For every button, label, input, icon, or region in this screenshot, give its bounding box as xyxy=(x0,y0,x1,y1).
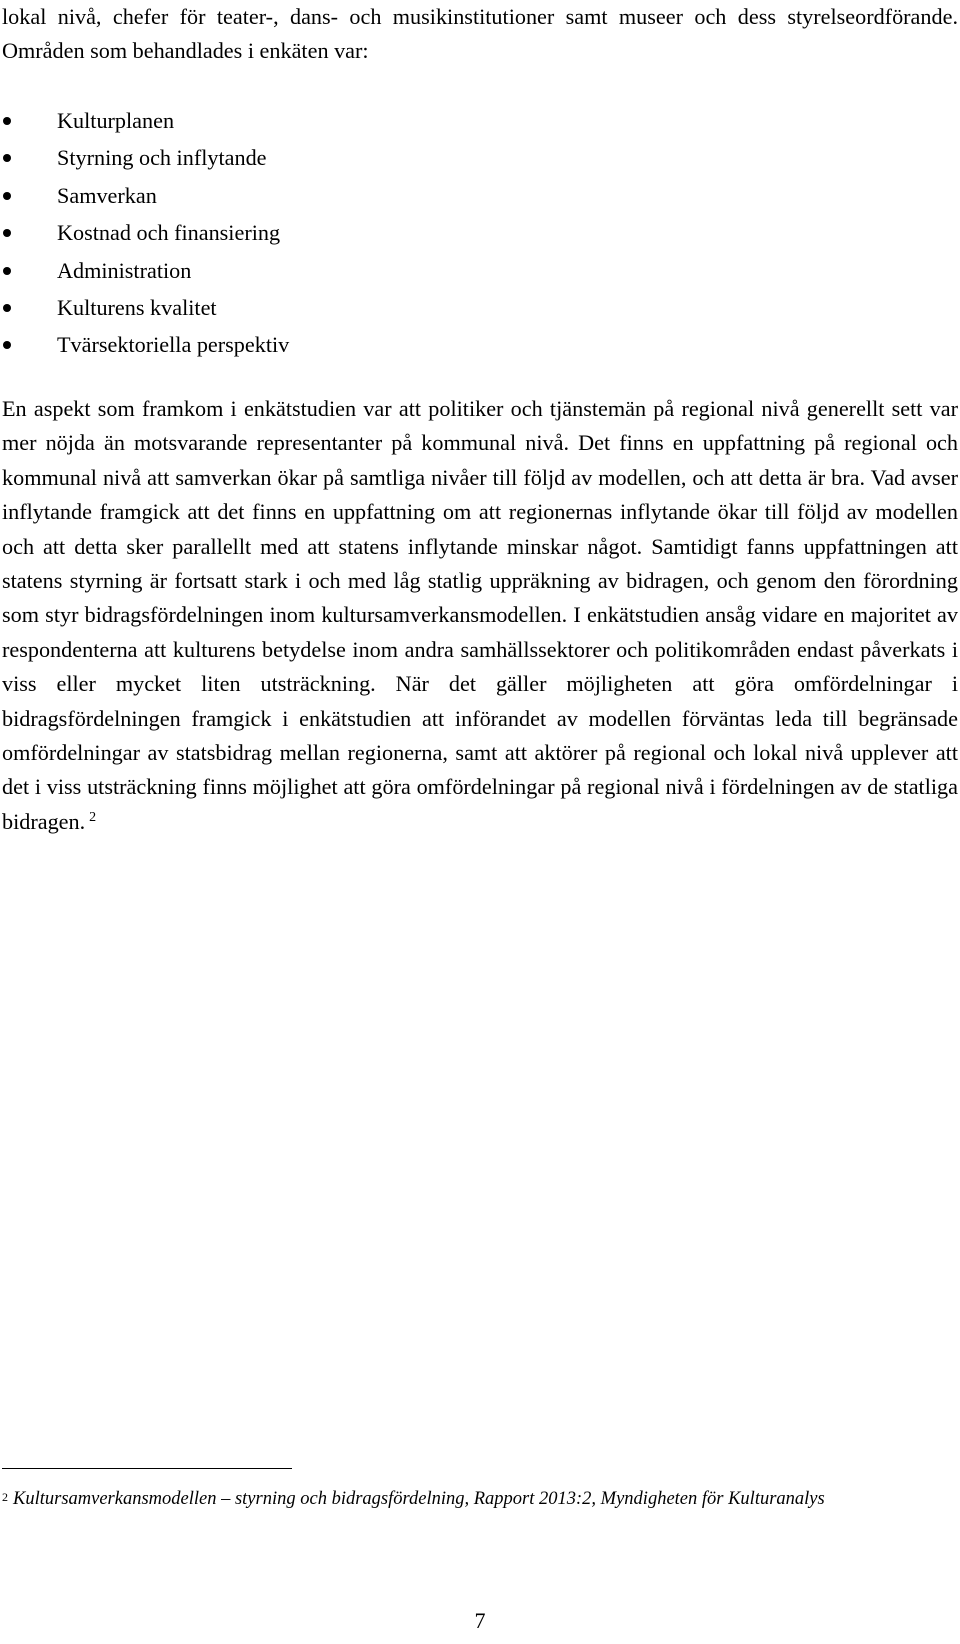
body-paragraph xyxy=(2,392,958,839)
intro-paragraph: lokal nivå, chefer för teater-, dans- och musikinstitutioner samt museer och dess styrelseordförande. Områden som behandlades i enkäten var: xyxy=(2,4,958,64)
list-item: Samverkan xyxy=(0,177,289,214)
topic-list xyxy=(0,102,289,364)
bullet-icon xyxy=(3,154,11,162)
bullet-icon xyxy=(3,229,11,237)
list-item: Styrning och inflytande xyxy=(0,139,289,176)
bullet-icon xyxy=(3,304,11,312)
list-item: Kostnad och finansiering xyxy=(0,214,289,251)
page-number: 7 xyxy=(474,1608,486,1633)
list-item: Administration xyxy=(0,252,289,289)
paragraph-text: En aspekt som framkom i enkätstudien var att politiker och tjänstemän på regional nivå generellt sett var mer nöjda än motsvarande representanter på kommunal nivå. Det finns en uppfattning på regional och kommunal nivå att samverkan ökar på samtliga nivåer till följd av modellen, och att detta är bra. Vad avser inflytande framgick att det finns en uppfattning om att regionernas inflytande ökar till följd av modellen och att detta sker parallellt med att statens inflytande minskar något. Samtidigt fanns uppfattningen att statens styrning är fortsatt stark i och med låg statlig uppräkning av bidragen, och genom den förordning som styr bidragsfördelningen inom kultursamverkansmodellen. I enkätstudien ansåg vidare en majoritet av respondenterna att kulturens betydelse inom andra samhällssektorer och politikområden endast påverkats i viss eller mycket liten utsträckning. När det gäller möjligheten att göra omfördelningar i bidragsfördelningen framgick i enkätstudien att införandet av modellen förväntas leda till begränsade omfördelningar av statsbidrag mellan regionerna, samt att aktörer på regional och lokal nivå upplever att det i viss utsträckning finns möjlighet att göra omfördelningar på regional nivå i fördelningen av de statliga bidragen. xyxy=(2,396,958,834)
bullet-icon xyxy=(3,117,11,125)
footnote-reference[interactable]: 2 xyxy=(89,809,97,825)
list-item: Kulturens kvalitet xyxy=(0,289,289,326)
list-item: Kulturplanen xyxy=(0,102,289,139)
footnote xyxy=(2,1487,882,1512)
footnote-number: 2 xyxy=(2,1490,8,1504)
list-item: Tvärsektoriella perspektiv xyxy=(0,326,289,363)
bullet-icon xyxy=(3,267,11,275)
bullet-icon xyxy=(3,192,11,200)
footnote-text: Kultursamverkansmodellen – styrning och bidragsfördelning, Rapport 2013:2, Myndigheten för Kulturanalys xyxy=(13,1489,825,1509)
footnote-divider xyxy=(2,1468,292,1469)
bullet-icon xyxy=(3,341,11,349)
